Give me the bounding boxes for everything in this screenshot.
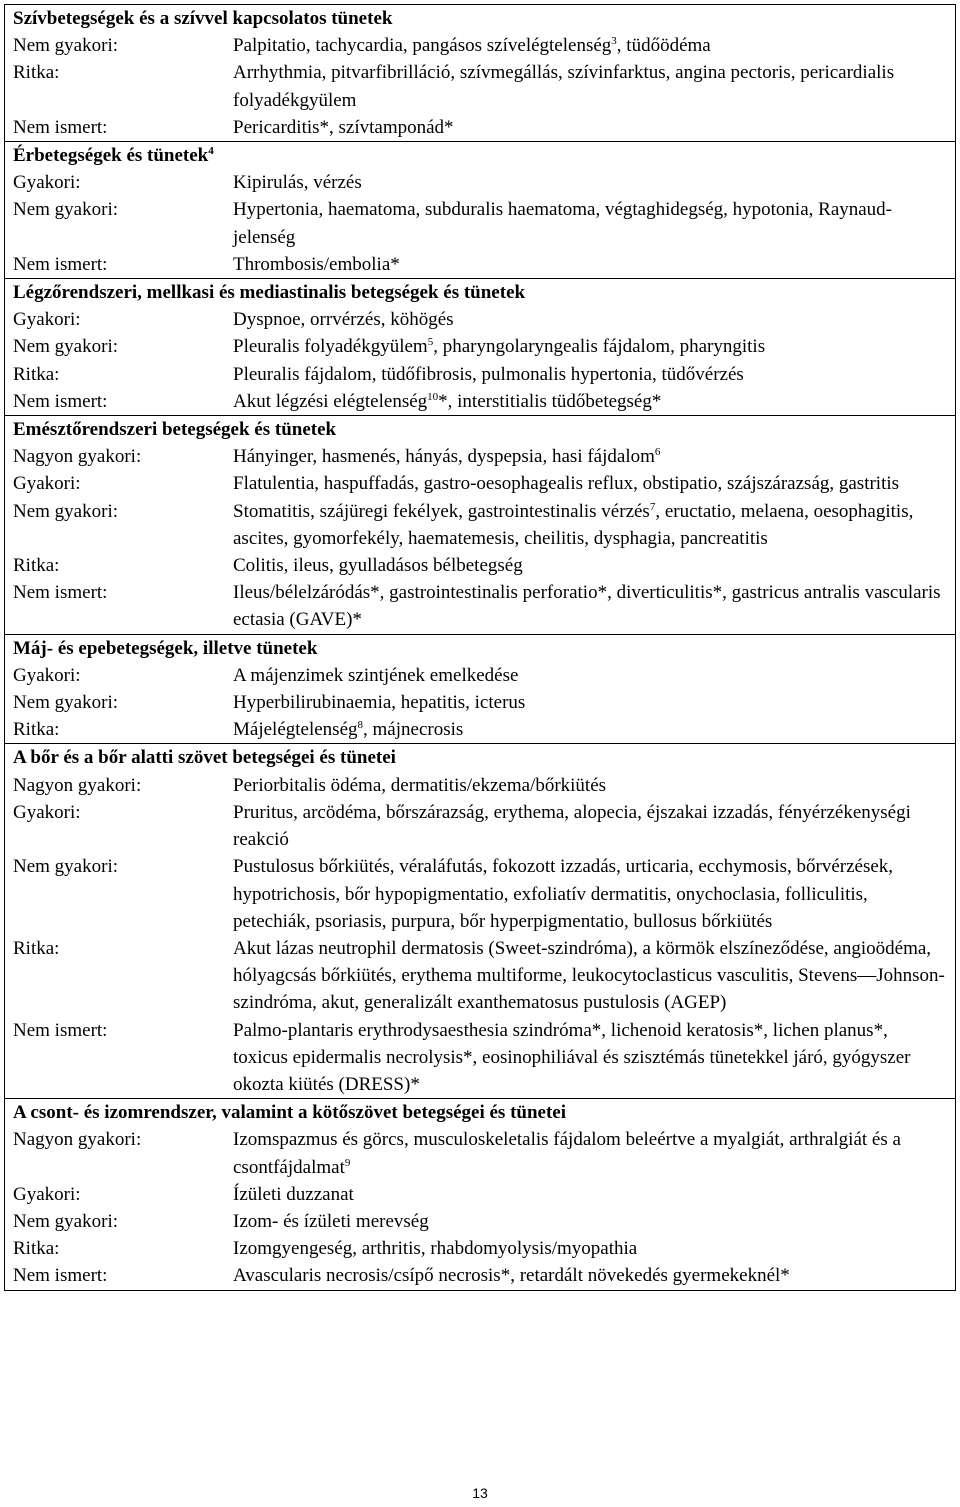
effects-text: Ileus/bélelzáródás*, gastrointestinalis perforatio*, diverticulitis*, gastricus antralis vascularis ectasia (GAVE)* xyxy=(233,582,941,631)
effects-text: , pharyngolaryngealis fájdalom, pharyngitis xyxy=(433,336,766,358)
effects-text: Hyperbilirubinaemia, hepatitis, icterus xyxy=(233,692,526,714)
frequency-label: Ritka: xyxy=(13,719,60,741)
frequency-row xyxy=(5,579,955,633)
footnote-ref: 8 xyxy=(357,719,364,732)
adverse-effects-list xyxy=(233,716,955,743)
frequency-label: Nagyon gyakori: xyxy=(13,774,142,796)
adverse-effects-list xyxy=(233,853,955,935)
frequency-row xyxy=(5,552,955,579)
section-title xyxy=(5,5,955,32)
frequency-label: Gyakori: xyxy=(13,1183,81,1205)
adverse-effects-list xyxy=(233,333,955,360)
frequency-label: Nem ismert: xyxy=(13,1019,108,1041)
effects-text: Pleuralis folyadékgyülem xyxy=(233,336,428,358)
frequency-row xyxy=(5,59,955,113)
frequency-row xyxy=(5,169,955,196)
adverse-effects-list xyxy=(233,470,955,497)
effects-text: Arrhythmia, pitvarfibrilláció, szívmegállás, szívinfarktus, angina pectoris, pericardialis folyadékgyülem xyxy=(233,62,895,111)
frequency-label: Ritka: xyxy=(13,62,60,84)
organ-system-section xyxy=(5,415,955,634)
effects-text: Izom- és ízületi merevség xyxy=(233,1210,429,1232)
frequency-label: Nagyon gyakori: xyxy=(13,446,142,468)
footnote-ref: 10 xyxy=(427,390,439,403)
organ-system-section xyxy=(5,141,955,278)
effects-text: , tüdőödéma xyxy=(616,35,711,57)
adverse-effects-list xyxy=(233,361,955,388)
frequency-row xyxy=(5,196,955,250)
frequency-label: Nem gyakori: xyxy=(13,35,119,57)
section-title-text: A bőr és a bőr alatti szövet betegségei és tünetei xyxy=(13,747,396,769)
frequency-label: Nem gyakori: xyxy=(13,856,119,878)
frequency-row xyxy=(5,1208,955,1235)
adverse-effects-list xyxy=(233,662,955,689)
frequency-label: Nem ismert: xyxy=(13,582,108,604)
adverse-effects-list xyxy=(233,799,955,853)
organ-system-section xyxy=(5,278,955,415)
frequency-label: Gyakori: xyxy=(13,473,81,495)
effects-text: Májelégtelenség xyxy=(233,719,358,741)
effects-text: Avascularis necrosis/csípő necrosis*, retardált növekedés gyermekeknél* xyxy=(233,1265,790,1287)
frequency-label: Nem gyakori: xyxy=(13,692,119,714)
effects-text: Colitis, ileus, gyulladásos bélbetegség xyxy=(233,555,523,577)
section-title xyxy=(5,1099,955,1126)
effects-text: Pustulosus bőrkiütés, véraláfutás, fokozott izzadás, urticaria, ecchymosis, bőrvérzések, hypotrichosis, bőr hypopigmentatio, exfoliatív dermatitis, onychoclasia, folliculitis, petechiák, psoriasis, purpura, bőr hyperpigmentatio, bullosus bőrkiütés xyxy=(233,856,894,932)
frequency-row xyxy=(5,772,955,799)
frequency-row xyxy=(5,1017,955,1099)
frequency-row xyxy=(5,662,955,689)
effects-text: Hányinger, hasmenés, hányás, dyspepsia, hasi fájdalom xyxy=(233,446,655,468)
effects-text: , májnecrosis xyxy=(363,719,464,741)
footnote-ref: 6 xyxy=(654,446,661,459)
frequency-label: Nagyon gyakori: xyxy=(13,1129,142,1151)
section-title xyxy=(5,142,955,169)
effects-text: Palmo-plantaris erythrodysaesthesia szindróma*, lichenoid keratosis*, lichen planus*, toxicus epidermalis necrolysis*, eosinophiliával és szisztémás tünetekkel járó, gyógyszer okozta kiütés (DRESS)* xyxy=(233,1019,911,1095)
adverse-effects-list xyxy=(233,772,955,799)
frequency-row xyxy=(5,498,955,552)
frequency-row xyxy=(5,853,955,935)
effects-text: Hypertonia, haematoma, subduralis haematoma, végtaghidegség, hypotonia, Raynaud-jelenség xyxy=(233,199,893,248)
effects-text: Izomgyengeség, arthritis, rhabdomyolysis/myopathia xyxy=(233,1238,638,1260)
section-title-text: A csont- és izomrendszer, valamint a kötőszövet betegségei és tünetei xyxy=(13,1102,567,1124)
frequency-row xyxy=(5,114,955,141)
page-number: 13 xyxy=(472,1485,488,1501)
adverse-effects-list xyxy=(233,1208,955,1235)
frequency-label: Ritka: xyxy=(13,1238,60,1260)
effects-text: Pruritus, arcödéma, bőrszárazság, erythema, alopecia, éjszakai izzadás, fényérzékenységi reakció xyxy=(233,801,911,851)
adverse-effects-list xyxy=(233,169,955,196)
section-title xyxy=(5,279,955,306)
footnote-ref: 5 xyxy=(427,336,434,349)
adverse-effects-list xyxy=(233,1181,955,1208)
frequency-label: Gyakori: xyxy=(13,664,81,686)
adverse-effects-list xyxy=(233,579,955,633)
adverse-effects-list xyxy=(233,935,955,1017)
adverse-effects-list xyxy=(233,1017,955,1099)
section-title-text: Légzőrendszeri, mellkasi és mediastinalis betegségek és tünetek xyxy=(13,282,526,304)
frequency-row xyxy=(5,388,955,415)
frequency-label: Ritka: xyxy=(13,937,60,959)
organ-system-section xyxy=(5,634,955,744)
effects-text: Periorbitalis ödéma, dermatitis/ekzema/bőrkiütés xyxy=(233,774,607,796)
effects-text: Dyspnoe, orrvérzés, köhögés xyxy=(233,309,454,331)
section-title xyxy=(5,744,955,771)
frequency-label: Nem gyakori: xyxy=(13,1210,119,1232)
adverse-effects-list xyxy=(233,1126,955,1180)
frequency-label: Gyakori: xyxy=(13,801,81,823)
adverse-effects-list xyxy=(233,689,955,716)
frequency-row xyxy=(5,716,955,743)
adverse-effects-list xyxy=(233,498,955,552)
adverse-effects-list xyxy=(233,306,955,333)
section-title-text: Szívbetegségek és a szívvel kapcsolatos tünetek xyxy=(13,8,393,29)
adverse-effects-list xyxy=(233,251,955,278)
adverse-effects-table xyxy=(4,4,956,1291)
frequency-label: Nem ismert: xyxy=(13,116,108,138)
frequency-row xyxy=(5,470,955,497)
effects-text: Pleuralis fájdalom, tüdőfibrosis, pulmonalis hypertonia, tüdővérzés xyxy=(233,363,744,385)
organ-system-section xyxy=(5,743,955,1098)
frequency-row xyxy=(5,689,955,716)
effects-text: *, interstitialis tüdőbetegség* xyxy=(438,390,662,412)
footnote-ref: 3 xyxy=(611,35,617,48)
frequency-row xyxy=(5,1126,955,1180)
section-title-text: Máj- és epebetegségek, illetve tünetek xyxy=(13,637,318,659)
adverse-effects-list xyxy=(233,59,955,113)
adverse-effects-list xyxy=(233,1262,955,1289)
frequency-label: Ritka: xyxy=(13,363,60,385)
effects-text: Ízületi duzzanat xyxy=(233,1183,354,1205)
frequency-row xyxy=(5,361,955,388)
effects-text: Stomatitis, szájüregi fekélyek, gastrointestinalis vérzés xyxy=(233,500,650,522)
organ-system-section xyxy=(5,5,955,141)
frequency-label: Nem gyakori: xyxy=(13,199,119,221)
effects-text: Pericarditis*, szívtamponád* xyxy=(233,116,454,138)
frequency-label: Gyakori: xyxy=(13,172,81,194)
section-title-text: Emésztőrendszeri betegségek és tünetek xyxy=(13,419,337,441)
effects-text: Akut légzési elégtelenség xyxy=(233,390,428,412)
effects-text: Thrombosis/embolia* xyxy=(233,253,400,275)
footnote-ref: 7 xyxy=(649,500,656,513)
adverse-effects-list xyxy=(233,114,955,141)
frequency-row xyxy=(5,935,955,1017)
section-title xyxy=(5,635,955,662)
adverse-effects-list xyxy=(233,32,955,59)
frequency-row xyxy=(5,1235,955,1262)
effects-text: Flatulentia, haspuffadás, gastro-oesophagealis reflux, obstipatio, szájszárazság, gastritis xyxy=(233,473,900,495)
frequency-row xyxy=(5,1181,955,1208)
effects-text: A májenzimek szintjének emelkedése xyxy=(233,664,519,686)
frequency-row xyxy=(5,1262,955,1289)
frequency-label: Nem gyakori: xyxy=(13,500,119,522)
frequency-label: Nem ismert: xyxy=(13,390,108,412)
effects-text: Izomspazmus és görcs, musculoskeletalis fájdalom beleértve a myalgiát, arthralgiát és a csontfájdalmat xyxy=(233,1129,901,1178)
frequency-row xyxy=(5,443,955,470)
frequency-row xyxy=(5,306,955,333)
frequency-label: Nem ismert: xyxy=(13,253,108,275)
adverse-effects-list xyxy=(233,1235,955,1262)
organ-system-section xyxy=(5,1098,955,1289)
adverse-effects-list xyxy=(233,196,955,250)
footnote-ref: 4 xyxy=(208,145,214,158)
section-title xyxy=(5,416,955,443)
adverse-effects-list xyxy=(233,388,955,415)
frequency-row xyxy=(5,799,955,853)
effects-text: , eructatio, melaena, oesophagitis, ascites, gyomorfekély, haematemesis, cheilitis, dysphagia, pancreatitis xyxy=(233,500,914,549)
section-title-text: Érbetegségek és tünetek xyxy=(13,145,209,167)
frequency-row xyxy=(5,251,955,278)
frequency-label: Nem ismert: xyxy=(13,1265,108,1287)
frequency-label: Gyakori: xyxy=(13,309,81,331)
effects-text: Akut lázas neutrophil dermatosis (Sweet-szindróma), a körmök elszíneződése, angioödéma, hólyagcsás bőrkiütés, erythema multiforme, leukocytoclasticus vasculitis, Stevens—Johnson-szindróma, akut, generalizált exanthematosus pustulosis (AGEP) xyxy=(233,937,945,1014)
footnote-ref: 9 xyxy=(344,1156,351,1169)
frequency-label: Nem gyakori: xyxy=(13,336,119,358)
frequency-label: Ritka: xyxy=(13,555,60,577)
frequency-row xyxy=(5,32,955,59)
adverse-effects-list xyxy=(233,443,955,470)
effects-text: Kipirulás, vérzés xyxy=(233,172,362,194)
frequency-row xyxy=(5,333,955,360)
effects-text: Palpitatio, tachycardia, pangásos szívelégtelenség xyxy=(233,35,612,57)
adverse-effects-list xyxy=(233,552,955,579)
